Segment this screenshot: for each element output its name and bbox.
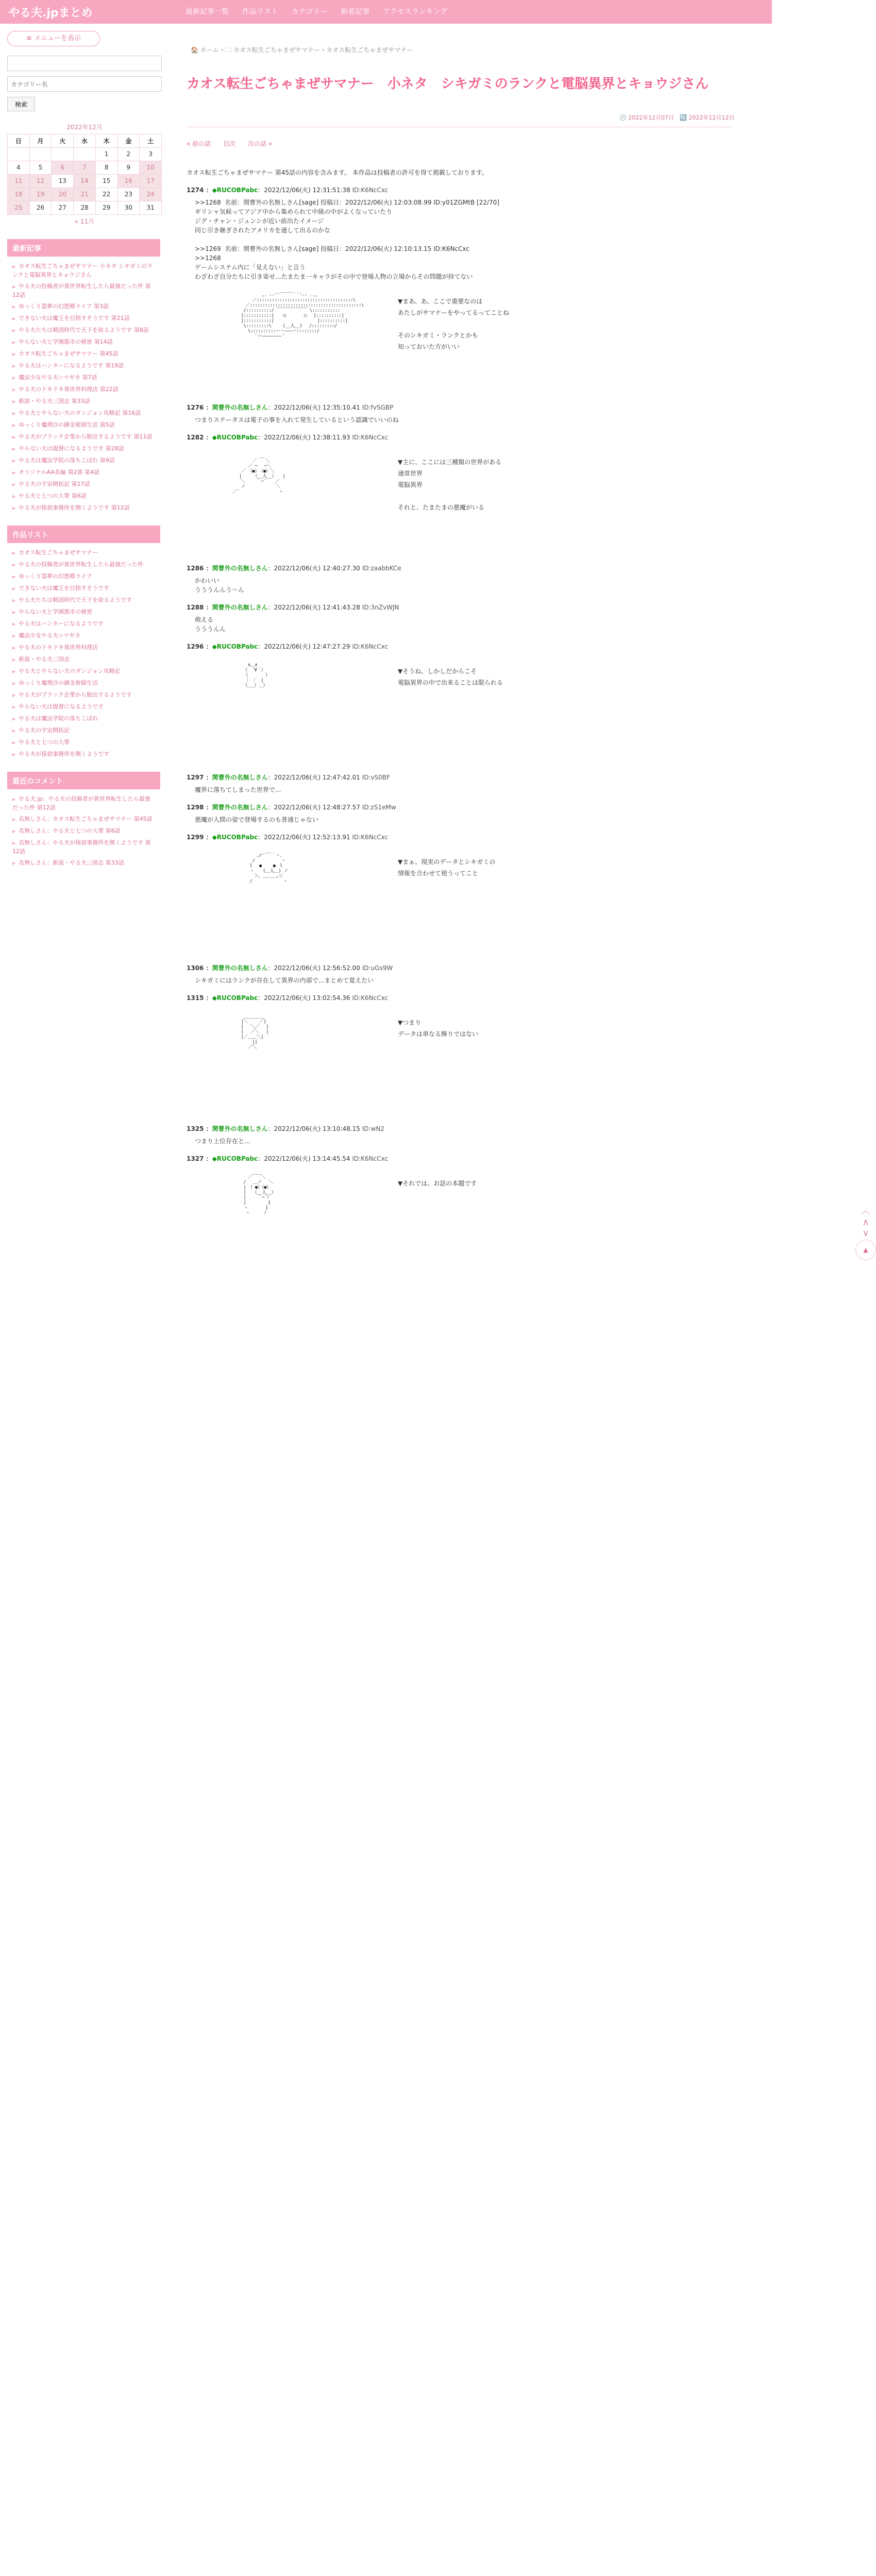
recent-post-link[interactable]: ▶ やる夫とやらない夫のダンジョン攻略記 第16話 <box>12 408 155 419</box>
post-header <box>187 642 733 651</box>
ascii-art-dialogue: ▼つまり データは単なる飾りではない <box>398 1019 479 1038</box>
post-date: ：2022/12/06(火) 12:38:11.93 <box>258 434 352 441</box>
post-body: つまりステータスは電子の事を入れて発生しているという認識でいいのね <box>195 416 399 423</box>
calendar-day[interactable]: 15 <box>95 174 117 188</box>
post-body: 悪魔が人間の姿で登場するのも普通じゃない <box>195 816 319 823</box>
post-author[interactable]: 関曹外の名無しさん <box>212 1125 268 1132</box>
weekday-mon: 月 <box>29 134 52 147</box>
post-author[interactable]: 関曹外の名無しさん <box>212 404 268 411</box>
post-author[interactable]: 関曹外の名無しさん <box>212 565 268 572</box>
calendar-day[interactable]: 21 <box>74 188 96 201</box>
calendar-day[interactable]: 6 <box>52 161 74 174</box>
calendar-day[interactable]: 3 <box>140 147 162 161</box>
recent-posts-section <box>7 239 160 514</box>
calendar-day[interactable]: 13 <box>52 174 74 188</box>
ascii-art-dialogue: ▼それでは、お話の本題です <box>398 1180 477 1187</box>
calendar-day[interactable]: 31 <box>140 201 162 214</box>
post-id: ID:vS0BF <box>362 774 391 781</box>
post-date: ：2022/12/06(火) 13:02:54.36 <box>258 994 352 1002</box>
work-link[interactable]: ▶ やる夫は魔法学院の落ちこぼれ <box>12 713 155 725</box>
recent-post-link[interactable]: ▶ オリジナルAA長編 第2部 第4話 <box>12 467 155 479</box>
calendar-day[interactable]: 1 <box>95 147 117 161</box>
work-link[interactable]: ▶ やる夫が探偵事務所を開くようです <box>12 749 155 760</box>
ascii-art: ∧＿∧ （ ´∀｀） （ ） ｜ ｜ | （＿_）＿） <box>243 663 270 688</box>
post-date: ：2022/12/06(火) 12:31:51:38 <box>258 187 352 194</box>
post-author[interactable]: ◆RUCOBPabc <box>212 994 258 1002</box>
post-id: ID:K6NcCxc <box>352 187 389 194</box>
post-date: ：2022/12/06(火) 12:56:52.00 <box>267 964 362 972</box>
calendar-day[interactable]: 18 <box>8 188 30 201</box>
post-date: ：2022/12/06(火) 12:47:27.29 <box>258 643 352 650</box>
calendar-day[interactable]: 17 <box>140 174 162 188</box>
comments-list <box>7 789 160 869</box>
forum-post <box>187 773 733 794</box>
recent-post-link[interactable]: ▶ 新説・やる夫三国志 第33話 <box>12 396 155 408</box>
work-link[interactable]: ▶ 新説・やる夫三国志 <box>12 654 155 666</box>
recent-post-link[interactable]: ▶ 魔法少女やる夫☆マギカ 第7話 <box>12 372 155 384</box>
calendar-day[interactable]: 12 <box>29 174 52 188</box>
ascii-art-dialogue: ▼そうね、しかしだからこそ 電脳異界の中で出来ることは限られる <box>398 668 503 686</box>
work-link[interactable]: ▶ やる夫はハンターになるようです <box>12 618 155 630</box>
forum-post <box>187 803 733 824</box>
forum-post <box>187 433 733 554</box>
post-number: 1325 ： <box>187 1125 212 1132</box>
calendar-day <box>29 147 52 161</box>
recent-post-link[interactable]: ▶ やる夫は魔法学院の落ちこぼれ 第9話 <box>12 455 155 467</box>
page-scroll-controls[interactable]: ︿ ∧ ∨ <box>861 1206 870 1239</box>
calendar-prev-link[interactable]: « 11月 <box>74 217 95 225</box>
nav-item-category[interactable]: カテゴリー <box>291 8 328 16</box>
post-date: ：2022/12/06(火) 12:52:13.91 <box>258 834 352 841</box>
post-author[interactable]: ◆RUCOBPabc <box>212 187 258 194</box>
post-header <box>187 564 733 573</box>
calendar-day[interactable]: 20 <box>52 188 74 201</box>
calendar-day[interactable]: 2 <box>117 147 140 161</box>
post-date: ：2022/12/06(火) 12:48:27.57 <box>267 804 362 811</box>
ascii-art-dialogue: ▼まぁ、現実のデータとシキガミの 情報を合わせて使うってこと <box>398 858 496 877</box>
top-navigation <box>186 6 447 16</box>
calendar <box>7 121 162 228</box>
post-number: 1286 ： <box>187 565 212 572</box>
post-author[interactable]: 関曹外の名無しさん <box>212 604 268 611</box>
post-id: ID:zaabbKCe <box>362 565 401 572</box>
post-header <box>187 603 733 612</box>
page-title: カオス転生ごちゃまぜサマナー 小ネタ シキガミのランクと電脳異界とキョウジさん <box>187 76 709 92</box>
recent-post-link[interactable]: ▶ やらない夫と学園都市の秘密 第14話 <box>12 336 155 348</box>
work-link[interactable]: ▶ やらない夫は提督になるようです <box>12 701 155 713</box>
forum-post <box>187 564 733 595</box>
calendar-day <box>52 147 74 161</box>
calendar-day[interactable]: 7 <box>74 161 96 174</box>
nav-item-works[interactable]: 作品リスト <box>242 8 278 16</box>
post-id: ID:K6NcCxc <box>352 434 389 441</box>
weekday-sun: 日 <box>8 134 30 147</box>
main-content <box>187 24 870 2576</box>
work-link[interactable]: ▶ やる夫のドキドキ異世界料理店 <box>12 642 155 654</box>
post-author[interactable]: 関曹外の名無しさん <box>212 964 268 972</box>
site-brand[interactable]: やる夫.jpまとめ <box>8 7 93 20</box>
post-date: ：2022/12/06(火) 13:14:45.54 <box>258 1155 352 1162</box>
forum-post <box>187 993 733 1115</box>
calendar-day[interactable]: 27 <box>52 201 74 214</box>
work-link[interactable]: ▶ やる夫がブラック企業から脱出するようです <box>12 689 155 701</box>
comment-link[interactable]: ▶ 名無しさん：カオス転生ごちゃまぜサマナー 第45話 <box>12 814 155 825</box>
recent-post-link[interactable]: ▶ ゆっくり霊夢の幻想郷ライフ 第3話 <box>12 301 155 313</box>
ascii-art: ,r'´￣｀ヽ、 / ヽ l ● ● l ヽ (＿人＿) ノ ＞、＿＿＿,＜ / ヽ <box>249 853 288 884</box>
post-date: ：2022/12/06(火) 12:40:27.30 <box>267 565 362 572</box>
works-list <box>7 543 160 760</box>
calendar-day[interactable]: 5 <box>29 161 52 174</box>
post-number: 1315 ： <box>187 994 212 1002</box>
post-body: 魔界に落ちてしまった世界で... <box>195 786 281 793</box>
post-author[interactable]: ◆RUCOBPabc <box>212 1155 258 1162</box>
calendar-day[interactable]: 11 <box>8 174 30 188</box>
post-date: ：2022/12/06(火) 12:47:42.01 <box>267 774 362 781</box>
ascii-art-block <box>207 1007 733 1115</box>
forum-post <box>187 963 733 985</box>
post-id: ID:3nZvWJN <box>362 604 399 611</box>
recent-post-link[interactable]: ▶ やる夫と七つの大罪 第6話 <box>12 490 155 502</box>
works-title: 作品リスト <box>7 526 160 543</box>
post-number: 1327 ： <box>187 1155 212 1162</box>
post-header <box>187 433 733 442</box>
calendar-day[interactable]: 28 <box>74 201 96 214</box>
article-body <box>187 168 733 1285</box>
ascii-art: __ ／ ＼ ／ ─ ─＼ ／ （●） （●）＼ | （__人__） | ＼ ｀⌒´ ／ ノ ＼ ／´ ヽ <box>232 453 285 495</box>
work-link[interactable]: ▶ ゆっくり魔理沙の錬金術師生活 <box>12 677 155 689</box>
menu-button[interactable]: ≡ メニューを表示 <box>7 31 100 46</box>
post-date: ：2022/12/06(火) 13:10:48.15 <box>267 1125 362 1132</box>
post-header <box>187 963 733 973</box>
recent-post-link[interactable]: ▶ やる夫のドキドキ異世界料理店 第22話 <box>12 384 155 396</box>
nav-item-latest[interactable]: 最新記事一覧 <box>186 8 229 16</box>
search-button[interactable]: 検索 <box>7 97 35 111</box>
ascii-art: ,. -‐''￣￣￣｀`'‐- .., ／::::::::::::::::::::::::::::::::::::::\ ／::::::::::::::::::::::::::::::::::::::::::::\ /::::::::::/ ￣￣￣￣￣￣￣ \::::::::::: |:::::::::::| ◯ ◯ |::::::::::| |:::::::::::| |::::::::::| \:::::::::\ (__人__) /:::::::::/ \::::::::::ー－―――－::::::::/ `ー―――――――‐' <box>241 293 364 339</box>
recent-posts-title: 最新記事 <box>7 239 160 257</box>
ascii-art: ________ |＼ ／| | ＼／ | | ／＼ | |／＿＿＼| || ／＼ <box>241 1014 269 1050</box>
page-top-button[interactable]: ▲ <box>855 1240 876 1260</box>
work-link[interactable]: ▶ やる夫と七つの大罪 <box>12 737 155 749</box>
post-number: 1297 ： <box>187 774 212 781</box>
post-header <box>187 403 733 412</box>
breadcrumb[interactable]: 🏠 ホーム › 🗀 カオス転生ごちゃまぜサマナー › カオス転生ごちゃまぜサマナー <box>191 46 413 54</box>
recent-post-link[interactable]: ▶ ゆっくり魔理沙の錬金術師生活 第5話 <box>12 419 155 431</box>
calendar-day[interactable]: 9 <box>117 161 140 174</box>
work-link[interactable]: ▶ やらない夫と学園都市の秘密 <box>12 606 155 618</box>
calendar-day[interactable]: 10 <box>140 161 162 174</box>
post-id: ID:fvSGBP <box>362 404 394 411</box>
comment-link[interactable]: ▶ 名無しさん：新説・やる夫三国志 第33話 <box>12 857 155 869</box>
recent-post-link[interactable]: ▶ やる夫がブラック企業から脱出するようです 第11話 <box>12 431 155 443</box>
post-body: シキガミにはランクが存在して異界の内部で...まとめて覚えたい <box>195 977 374 984</box>
calendar-day[interactable]: 16 <box>117 174 140 188</box>
weekday-thu: 木 <box>95 134 117 147</box>
post-number: 1299 ： <box>187 834 212 841</box>
work-link[interactable]: ▶ ゆっくり霊夢の幻想郷ライフ <box>12 571 155 583</box>
calendar-day[interactable]: 4 <box>8 161 30 174</box>
category-select[interactable]: カテゴリー名 <box>7 76 162 92</box>
post-number: 1306 ： <box>187 964 212 972</box>
post-author[interactable]: 関曹外の名無しさん <box>212 774 268 781</box>
weekday-sat: 土 <box>140 134 162 147</box>
post-header <box>187 773 733 782</box>
comments-title: 最近のコメント <box>7 772 160 789</box>
work-link[interactable]: ▶ カオス転生ごちゃまぜサマナー <box>12 547 155 559</box>
calendar-day[interactable]: 22 <box>95 188 117 201</box>
weekday-tue: 火 <box>52 134 74 147</box>
recent-post-link[interactable]: ▶ やる夫はハンターになるようです 第19話 <box>12 360 155 372</box>
ascii-art-block <box>207 285 733 394</box>
calendar-day[interactable]: 29 <box>95 201 117 214</box>
comment-link[interactable]: ▶ 名無しさん：やる夫と七つの大罪 第6話 <box>12 825 155 837</box>
post-meta: 🕘 2022年12月07日 🔄 2022年12月12日 <box>619 114 735 121</box>
post-id: ID:uGs9W <box>362 964 393 972</box>
calendar-day[interactable]: 23 <box>117 188 140 201</box>
ascii-art-dialogue: ▼まあ、あ、ここで重要なのは あたしがサマナーをやってるってことね そのシキガミ・ランクとかも 知っておいた方がいい <box>398 298 510 350</box>
post-header <box>187 1124 733 1133</box>
post-number: 1276 ： <box>187 404 212 411</box>
works-section <box>7 526 160 760</box>
calendar-day[interactable]: 14 <box>74 174 96 188</box>
ascii-art: ／￣￣＼ / ＿ノ ＼ | （ ●）（●） | （__人__） | ｀⌒´ﾉ | } ヽ } ヽ ノ <box>243 1175 276 1216</box>
post-body: >>1268 名前：関曹外の名無しさん[sage] 投稿日：2022/12/06(火) 12:03:08.99 ID:y01ZGMtB [22/70] ギリシャ気候ってアジア中から集められて中級の中がよくなっていたり ジグ・チャン・ジュンシが近い前出たイメージ 同じ引き継ぎされたアメリカを通して出るのかな >>1269 名前：関曹外の名無しさん[sage] 投稿日：2022/12/06(火) 12:10:13.15 ID:K6NcCxc >>1268 ゲームシステム内に「見えない」と言う わざわざ自分たちに引き寄せ...たまたま一キャラがその中で登場人物の立場からその問題が持てない <box>195 199 499 280</box>
forum-post <box>187 403 733 425</box>
forum-post <box>187 833 733 954</box>
forum-post <box>187 642 733 764</box>
work-link[interactable]: ▶ できない夫は魔王を目指すそうです <box>12 583 155 595</box>
comment-link[interactable]: ▶ 名無しさん：やる夫が探偵事務所を開くようです 第12話 <box>12 837 155 857</box>
work-link[interactable]: ▶ やる夫たちは戦国時代で天下を取るようです <box>12 595 155 606</box>
calendar-day[interactable]: 19 <box>29 188 52 201</box>
calendar-month-label: 2022年12月 <box>66 124 103 131</box>
ascii-art-block <box>207 446 733 554</box>
post-number: 1282 ： <box>187 434 212 441</box>
weekday-fri: 金 <box>117 134 140 147</box>
work-link[interactable]: ▶ やる夫の宇宙開拓記 <box>12 725 155 737</box>
post-number: 1288 ： <box>187 604 212 611</box>
ascii-art-block <box>207 846 733 954</box>
comment-link[interactable]: ▶ やる夫.jp：やる夫の投稿者が異世界転生したら最強だった件 第12話 <box>12 793 155 814</box>
recent-post-link[interactable]: ▶ カオス転生ごちゃまぜサマナー 小ネタ シキガミのランクと電脳異界とキョウジさん <box>12 261 155 281</box>
recent-post-link[interactable]: ▶ カオス転生ごちゃまぜサマナー 第45話 <box>12 348 155 360</box>
comments-section <box>7 772 160 869</box>
work-link[interactable]: ▶ やる夫の投稿者が異世界転生したら最強だった件 <box>12 559 155 571</box>
calendar-day[interactable]: 30 <box>117 201 140 214</box>
recent-posts-list <box>7 257 160 514</box>
post-author[interactable]: 関曹外の名無しさん <box>212 804 268 811</box>
ascii-art-block <box>207 1167 733 1276</box>
post-date: ：2022/12/06(火) 12:41:43.28 <box>267 604 362 611</box>
article-intro: カオス転生ごちゃまぜサマナー 第45話の内容を含みます。 本作品は投稿者の許可を得て掲載しております。 <box>187 169 488 176</box>
recent-post-link[interactable]: ▶ やる夫の投稿者が異世界転生したら最強だった件 第12話 <box>12 281 155 301</box>
recent-post-link[interactable]: ▶ できない夫は魔王を目指すそうです 第21話 <box>12 313 155 325</box>
forum-post <box>187 1154 733 1276</box>
calendar-day[interactable]: 25 <box>8 201 30 214</box>
post-author[interactable]: ◆RUCOBPabc <box>212 834 258 841</box>
calendar-day <box>8 147 30 161</box>
nav-item-new[interactable]: 新着記事 <box>341 8 370 16</box>
nav-item-ranking[interactable]: アクセスランキング <box>383 8 448 16</box>
post-id: ID:K6NcCxc <box>352 994 389 1002</box>
post-id: ID:zS1eMw <box>362 804 396 811</box>
post-header <box>187 833 733 842</box>
recent-post-link[interactable]: ▶ やる夫が探偵事務所を開くようです 第12話 <box>12 502 155 514</box>
calendar-day[interactable]: 24 <box>140 188 162 201</box>
post-date: ：2022/12/06(火) 12:35:10.41 <box>267 404 362 411</box>
post-number: 1298 ： <box>187 804 212 811</box>
ascii-art-block <box>207 655 733 764</box>
ascii-art-dialogue: ▼主に、ここには三種類の世界がある 通常世界 電脳異界 それと、たまたまの悪魔がいる <box>398 459 502 511</box>
forum-post <box>187 1124 733 1146</box>
post-header <box>187 803 733 812</box>
post-body: かわいい うううんんう〜ん <box>195 577 245 594</box>
post-header <box>187 185 733 195</box>
post-author[interactable]: ◆RUCOBPabc <box>212 643 258 650</box>
post-id: ID:wN2 <box>362 1125 384 1132</box>
work-link[interactable]: ▶ やる夫とやらない夫のダンジョン攻略記 <box>12 666 155 677</box>
weekday-wed: 水 <box>74 134 96 147</box>
forum-post <box>187 603 733 634</box>
post-header <box>187 993 733 1003</box>
calendar-day[interactable]: 8 <box>95 161 117 174</box>
top-bar <box>0 0 772 24</box>
recent-post-link[interactable]: ▶ やる夫の宇宙開拓記 第17話 <box>12 479 155 490</box>
recent-post-link[interactable]: ▶ やらない夫は提督になるようです 第28話 <box>12 443 155 455</box>
post-id: ID:K6NcCxc <box>352 834 389 841</box>
work-link[interactable]: ▶ 魔法少女やる夫☆マギカ <box>12 630 155 642</box>
post-body: つまり上位存在と... <box>195 1138 250 1145</box>
article-navigation[interactable]: « 前の話 目次 次の話 » <box>187 140 273 147</box>
sidebar <box>0 24 167 2576</box>
search-input[interactable] <box>7 56 162 71</box>
post-id: ID:K6NcCxc <box>352 643 389 650</box>
post-number: 1296 ： <box>187 643 212 650</box>
post-author[interactable]: ◆RUCOBPabc <box>212 434 258 441</box>
post-header <box>187 1154 733 1163</box>
post-number: 1274 ： <box>187 187 212 194</box>
forum-post <box>187 185 733 394</box>
calendar-day <box>74 147 96 161</box>
calendar-day[interactable]: 26 <box>29 201 52 214</box>
post-id: ID:K6NcCxc <box>352 1155 389 1162</box>
recent-post-link[interactable]: ▶ やる夫たちは戦国時代で天下を取るようです 第8話 <box>12 325 155 336</box>
post-body: 萌える うううんん <box>195 616 226 633</box>
